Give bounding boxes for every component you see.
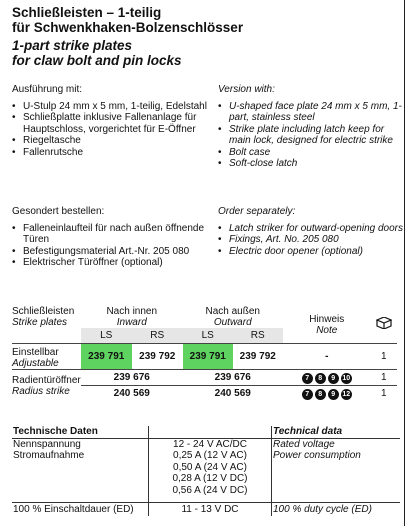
tech-value-group: [149, 450, 272, 496]
note-en: Note: [316, 324, 338, 336]
features-de: [12, 84, 207, 158]
list-item: • Electric door opener (optional): [218, 246, 404, 258]
article-number-cell: 239 792: [233, 344, 283, 370]
technical-data-table: [12, 426, 400, 516]
note-number-badge: 7: [302, 389, 313, 400]
row-label-en: Radius strike: [12, 385, 70, 397]
row-label-de: Einstellbar: [12, 347, 59, 358]
outward-header: [183, 306, 283, 328]
article-number-cell: 239 676: [81, 370, 183, 386]
quantity-cell: 1: [371, 370, 397, 386]
inward-header: [81, 306, 183, 328]
note-number-badge: 7: [302, 373, 313, 384]
note-cell: -: [283, 344, 371, 370]
subheader-spacer: [12, 328, 81, 344]
col-label-header: [12, 306, 81, 328]
row-label-de: Radientüröffner: [12, 374, 81, 386]
note-number-badge: 9: [328, 373, 339, 384]
table-row: [12, 344, 397, 370]
tech-value: 12 - 24 V AC/DC: [149, 438, 272, 450]
table-header-row: [12, 306, 397, 328]
inward-en: Inward: [116, 317, 147, 328]
features-de-heading: Ausführung mit:: [12, 84, 83, 95]
rs-inward-header: RS: [132, 328, 183, 344]
list-item: • Strike plate including latch keep for main lock, designed for electric strike: [218, 124, 404, 147]
tech-header-row: [12, 426, 400, 438]
article-number-cell: 239 791: [81, 344, 132, 370]
list-item: • Schließplatte inklusive Fallenanlage für Hauptschloss, vorgerichtet für E-Öffner: [12, 112, 207, 135]
tech-label-de: Stromaufnahme: [13, 450, 85, 461]
table-row: [12, 450, 400, 496]
quantity-cell: 1: [371, 386, 397, 402]
list-item: • U-Stulp 24 mm x 5 mm, 1-teilig, Edelstahl: [12, 101, 207, 113]
title-de-line1: Schließleisten – 1-teilig: [12, 5, 162, 20]
list-item: • Bolt case: [218, 147, 404, 159]
page-edge-line: [404, 0, 405, 526]
ls-outward-header: LS: [183, 328, 233, 344]
title-german: [12, 5, 243, 35]
table-row: [12, 503, 400, 516]
order-de: [12, 206, 207, 269]
article-number-cell: 239 791: [183, 344, 233, 370]
list-item: • U-shaped face plate 24 mm x 5 mm, 1-part, stainless steel: [218, 101, 404, 124]
inward-de: Nach innen: [106, 306, 158, 317]
row-label-en: Adjustable: [12, 358, 59, 369]
article-number-cell: 239 792: [132, 344, 183, 370]
title-english: [12, 38, 182, 68]
title-de-line2: für Schwenkhaken-Bolzenschlösser: [12, 20, 244, 35]
features-en: [218, 84, 404, 170]
tech-head-de: Technische Daten: [12, 426, 149, 438]
order-en: [218, 206, 404, 257]
list-item: • Fallenrutsche: [12, 147, 207, 159]
ls-inward-header: LS: [81, 328, 132, 344]
note-header: [283, 306, 371, 344]
order-en-heading: Order separately:: [218, 206, 296, 217]
article-number-cell: 240 569: [183, 386, 283, 402]
tech-label-en: Power consumption: [273, 450, 361, 461]
title-en-line2: for claw bolt and pin locks: [12, 53, 182, 68]
tech-label-de: Nennspannung: [13, 438, 81, 450]
note-cell: [283, 370, 371, 386]
tech-value: 0,28 A (12 V DC): [172, 473, 248, 484]
note-number-badge: 8: [315, 389, 326, 400]
order-de-heading: Gesondert bestellen:: [12, 206, 105, 217]
list-item: • Soft-close latch: [218, 158, 404, 170]
tech-head-en: Technical data: [272, 426, 401, 438]
features-en-heading: Version with:: [218, 84, 275, 95]
note-number-badge: 9: [328, 389, 339, 400]
article-number-cell: 239 676: [183, 370, 283, 386]
title-en-line1: 1-part strike plates: [12, 38, 133, 53]
outward-en: Outward: [213, 317, 252, 328]
col-label-en: Strike plates: [12, 317, 68, 328]
list-item: • Latch striker for outward-opening doors: [218, 223, 404, 235]
outward-de: Nach außen: [205, 306, 260, 317]
strike-plate-table: [12, 306, 397, 401]
tech-head-spacer: [149, 426, 272, 438]
row-label-radius: [12, 370, 81, 402]
table-row: [12, 438, 400, 450]
tech-label-en: 100 % duty cycle (ED): [272, 503, 401, 516]
tech-value: 0,50 A (24 V AC): [173, 461, 247, 473]
package-header: [371, 306, 397, 344]
note-de: Hinweis: [309, 313, 345, 325]
tech-label-de: 100 % Einschaltdauer (ED): [12, 503, 149, 516]
tech-value: 11 - 13 V DC: [149, 503, 272, 516]
list-item: • Fixings, Art. No. 205 080: [218, 234, 404, 246]
rs-outward-header: RS: [233, 328, 283, 344]
quantity-cell: 1: [371, 344, 397, 370]
list-item: • Befestigungsmaterial Art.-Nr. 205 080: [12, 246, 207, 258]
note-number-badge: 8: [315, 373, 326, 384]
package-icon: [376, 317, 392, 329]
list-item: • Elektrischer Türöffner (optional): [12, 257, 207, 269]
tech-value: 0,56 A (24 V DC): [172, 484, 248, 496]
list-item: • Falleneinlaufteil für nach außen öffnende Türen: [12, 223, 207, 246]
note-number-badge: 10: [342, 374, 351, 382]
row-label-adjustable: [12, 344, 81, 370]
tech-value: 0,25 A (12 V AC): [173, 450, 247, 461]
note-cell: [283, 386, 371, 402]
note-number-badge: 12: [342, 390, 351, 398]
list-item: • Riegeltasche: [12, 135, 207, 147]
article-number-cell: 240 569: [81, 386, 183, 402]
tech-label-en: Rated voltage: [273, 438, 335, 450]
col-label-de: Schließleisten: [12, 306, 75, 317]
table-row: [12, 370, 397, 386]
